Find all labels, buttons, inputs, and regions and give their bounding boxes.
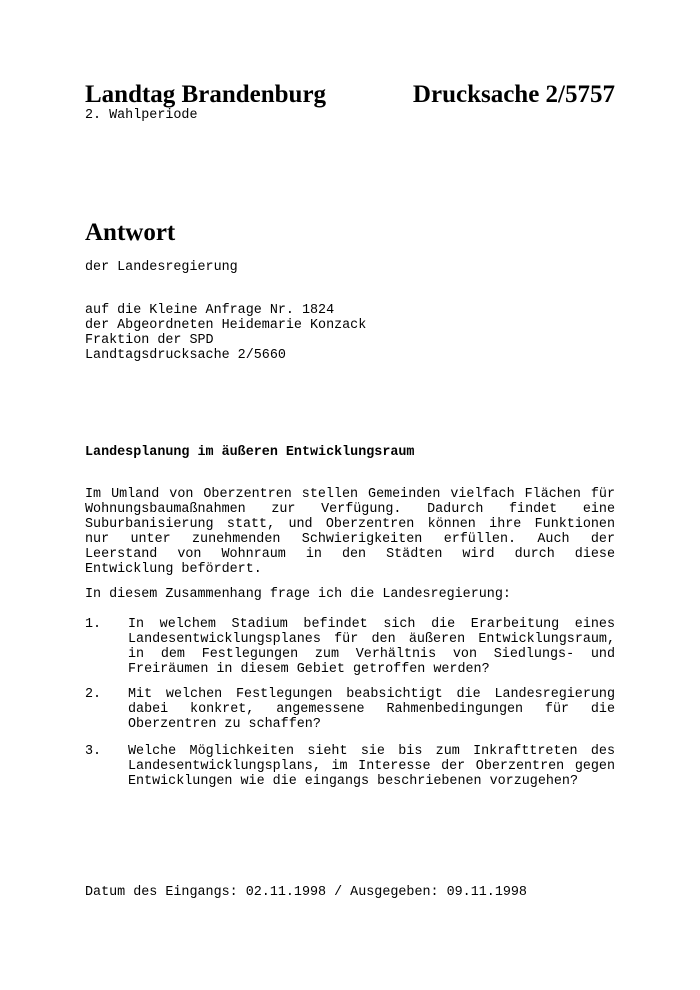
reference-line-print-number: Landtagsdrucksache 2/5660 [85,348,286,363]
question-text: Welche Möglichkeiten sieht sie bis zum Inkrafttreten des Landesentwicklungsplans, im Interesse der Oberzentren gegen Entwicklungen wie die eingangs beschriebenen vorzugehen? [128,744,615,789]
question-lead-paragraph: In diesem Zusammenhang frage ich die Landesregierung: [85,587,511,602]
document-number: Drucksache 2/5757 [412,81,615,108]
receipt-and-issue-dates: Datum des Eingangs: 02.11.1998 / Ausgegeben: 09.11.1998 [85,885,527,900]
parliament-name: Landtag Brandenburg [85,81,327,108]
legislative-period: 2. Wahlperiode [85,108,198,123]
reference-line-deputy: der Abgeordneten Heidemarie Konzack [85,318,367,333]
reference-line-faction: Fraktion der SPD [85,333,214,348]
question-number: 2. [85,687,102,702]
issuer-line: der Landesregierung [85,260,238,275]
question-number: 1. [85,617,102,632]
topic-heading: Landesplanung im äußeren Entwicklungsraum [85,445,415,460]
intro-paragraph: Im Umland von Oberzentren stellen Gemeinden vielfach Flächen für Wohnungsbaumaßnahmen zur Verfügung. Dadurch findet eine Suburbanisierung statt, und Oberzentren können ihre Funktionen nur unter zunehmenden Schwierigkeiten erfüllen. Auch der Leerstand von Wohnraum in den Städten wird durch diese Entwicklung befördert. [85,487,615,577]
question-number: 3. [85,744,102,759]
question-text: In welchem Stadium befindet sich die Erarbeitung eines Landesentwicklungsplanes für den äußeren Entwicklungsraum, in dem Festlegungen zum Verhältnis von Siedlungs- und Freiräumen in diesem Gebiet getroffen werden? [128,617,615,677]
document-type-heading: Antwort [85,219,176,246]
question-text: Mit welchen Festlegungen beabsichtigt die Landesregierung dabei konkret, angemessene Rahmenbedingungen für die Oberzentren zu schaffen? [128,687,615,732]
reference-line-inquiry: auf die Kleine Anfrage Nr. 1824 [85,303,335,318]
